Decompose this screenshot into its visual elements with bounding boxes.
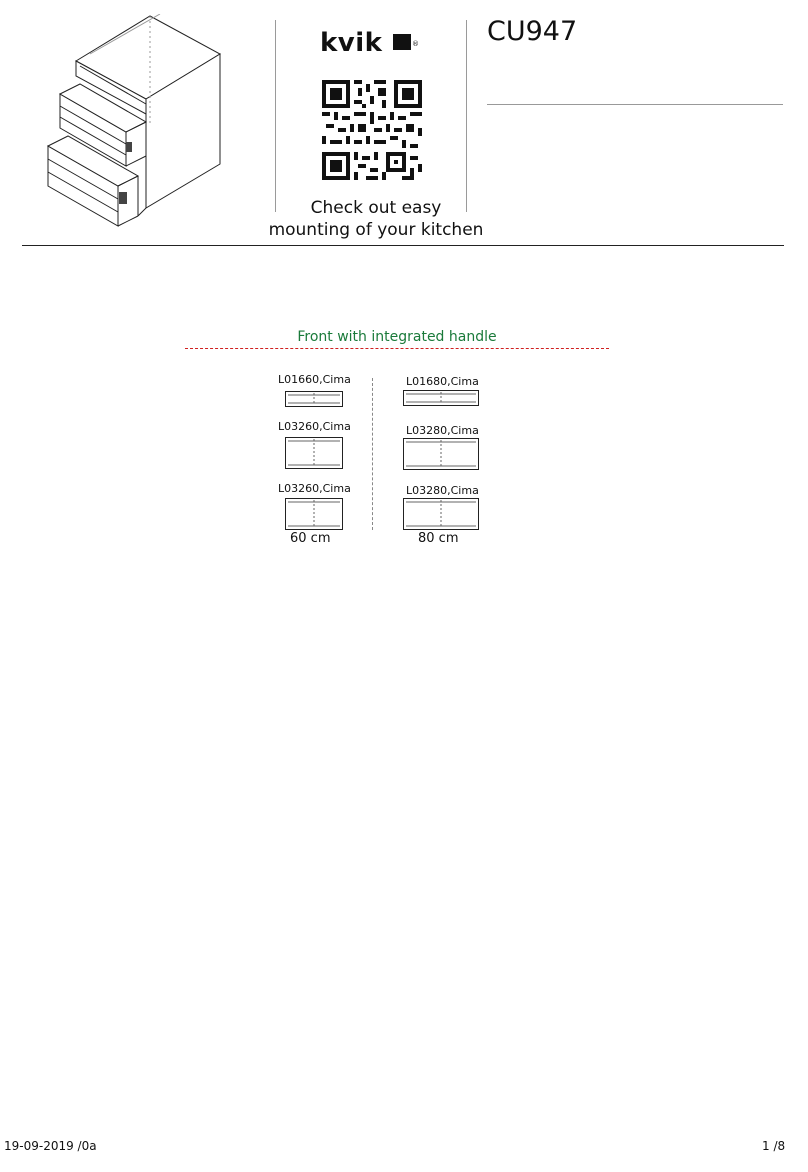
front-panel-tall [285, 498, 343, 530]
header-divider-right [466, 20, 467, 212]
part-label: L03280,Cima [406, 424, 479, 437]
part-label: L01660,Cima [278, 373, 351, 386]
section-dashed-rule [185, 348, 609, 349]
header-rule [22, 245, 784, 246]
tagline [266, 197, 486, 241]
width-label-60: 60 cm [290, 531, 331, 546]
section-title: Front with integrated handle [297, 329, 497, 345]
front-panel-tall [403, 498, 479, 530]
model-number: CU947 [487, 16, 578, 47]
tagline-line-1: Check out easy [310, 198, 442, 218]
tagline-line-2: mounting of your kitchen [268, 220, 484, 240]
width-label-80: 80 cm [418, 531, 459, 546]
brand-logo: kvik [320, 28, 383, 58]
front-panel-tall [285, 437, 343, 469]
part-label: L01680,Cima [406, 375, 479, 388]
column-divider [372, 378, 373, 530]
part-label: L03260,Cima [278, 420, 351, 433]
qr-code-icon[interactable] [322, 80, 422, 180]
brand-registered-mark: ® [412, 40, 419, 48]
front-panel-thin [285, 391, 343, 407]
footer-date: 19-09-2019 /0a [4, 1139, 97, 1153]
front-panel-tall [403, 438, 479, 470]
part-label: L03280,Cima [406, 484, 479, 497]
front-panel-thin [403, 390, 479, 406]
part-label: L03260,Cima [278, 482, 351, 495]
cabinet-illustration [40, 14, 230, 234]
brand-square-icon [393, 34, 411, 50]
footer-page-number: 1 /8 [762, 1139, 786, 1153]
model-underline [487, 104, 783, 105]
header-divider-left [275, 20, 276, 212]
